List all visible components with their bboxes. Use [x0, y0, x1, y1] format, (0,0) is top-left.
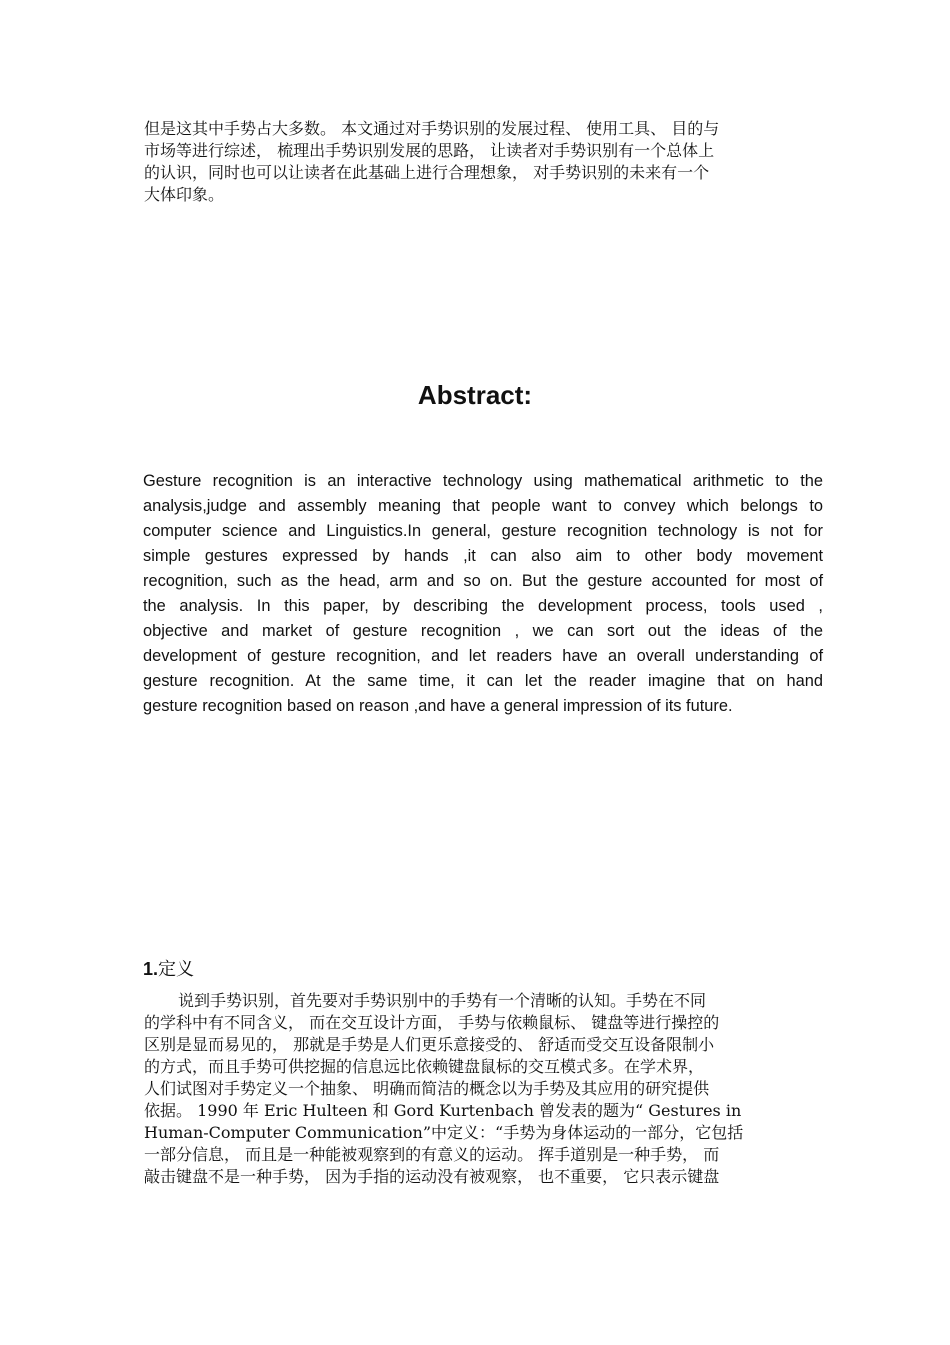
- section-heading: [143, 955, 194, 981]
- abstract-line: gesture recognition. At the same time, it can let the reader imagine that on hand: [143, 672, 823, 690]
- intro-line: 但是这其中手势占大多数。 本文通过对手势识别的发展过程、 使用工具、 目的与: [144, 119, 720, 138]
- abstract-line: analysis,judge and assembly meaning that people want to convey which belongs to: [143, 497, 823, 515]
- abstract-line: gesture recognition based on reason ,and have a general impression of its future.: [143, 697, 733, 715]
- section1-line: 人们试图对手势定义一个抽象、 明确而简洁的概念以为手势及其应用的研究提供: [144, 1079, 710, 1098]
- intro-line: 的认识，同时也可以让读者在此基础上进行合理想象， 对手势识别的未来有一个: [144, 163, 710, 182]
- intro-line: 大体印象。: [144, 185, 225, 204]
- section1-line: 说到手势识别，首先要对手势识别中的手势有一个清晰的认知。手势在不同: [178, 991, 707, 1010]
- abstract-line: objective and market of gesture recognition , we can sort out the ideas of the: [143, 622, 823, 640]
- abstract-line: the analysis. In this paper, by describing the development process, tools used ,: [143, 597, 823, 615]
- section1-line: 敲击键盘不是一种手势， 因为手指的运动没有被观察， 也不重要， 它只表示键盘: [144, 1167, 720, 1186]
- section1-line: 区别是显而易见的， 那就是手势是人们更乐意接受的、 舒适而受交互设备限制小: [144, 1035, 715, 1054]
- intro-paragraph-cn: [144, 118, 824, 206]
- intro-line: 市场等进行综述， 梳理出手势识别发展的思路， 让读者对手势识别有一个总体上: [144, 141, 715, 160]
- abstract-paragraph: [143, 469, 823, 719]
- section1-paragraph: [144, 990, 824, 1188]
- section1-line: 的学科中有不同含义， 而在交互设计方面， 手势与依赖鼠标、 键盘等进行操控的: [144, 1013, 720, 1032]
- abstract-line: development of gesture recognition, and let readers have an overall understanding of: [143, 647, 823, 665]
- section1-line: 依据。 1990 年 Eric Hulteen 和 Gord Kurtenbach 曾发表的题为“ Gestures in: [144, 1101, 742, 1120]
- section-number: 1.: [143, 959, 159, 979]
- abstract-line: Gesture recognition is an interactive technology using mathematical arithmetic to the: [143, 472, 823, 490]
- abstract-line: recognition, such as the head, arm and so on. But the gesture accounted for most of: [143, 572, 823, 590]
- section1-line: 的方式，而且手势可供挖掘的信息远比依赖键盘鼠标的交互模式多。在学术界，: [144, 1057, 705, 1076]
- section-title: 定义: [158, 959, 195, 980]
- section1-line: Human-Computer Communication”中定义：“手势为身体运动的一部分，它包括: [144, 1123, 744, 1142]
- abstract-line: simple gestures expressed by hands ,it can also aim to other body movement: [143, 547, 823, 565]
- abstract-heading: Abstract:: [417, 380, 533, 410]
- abstract-line: computer science and Linguistics.In general, gesture recognition technology is not for: [143, 522, 823, 540]
- section1-line: 一部分信息， 而且是一种能被观察到的有意义的运动。 挥手道别是一种手势， 而: [144, 1145, 720, 1164]
